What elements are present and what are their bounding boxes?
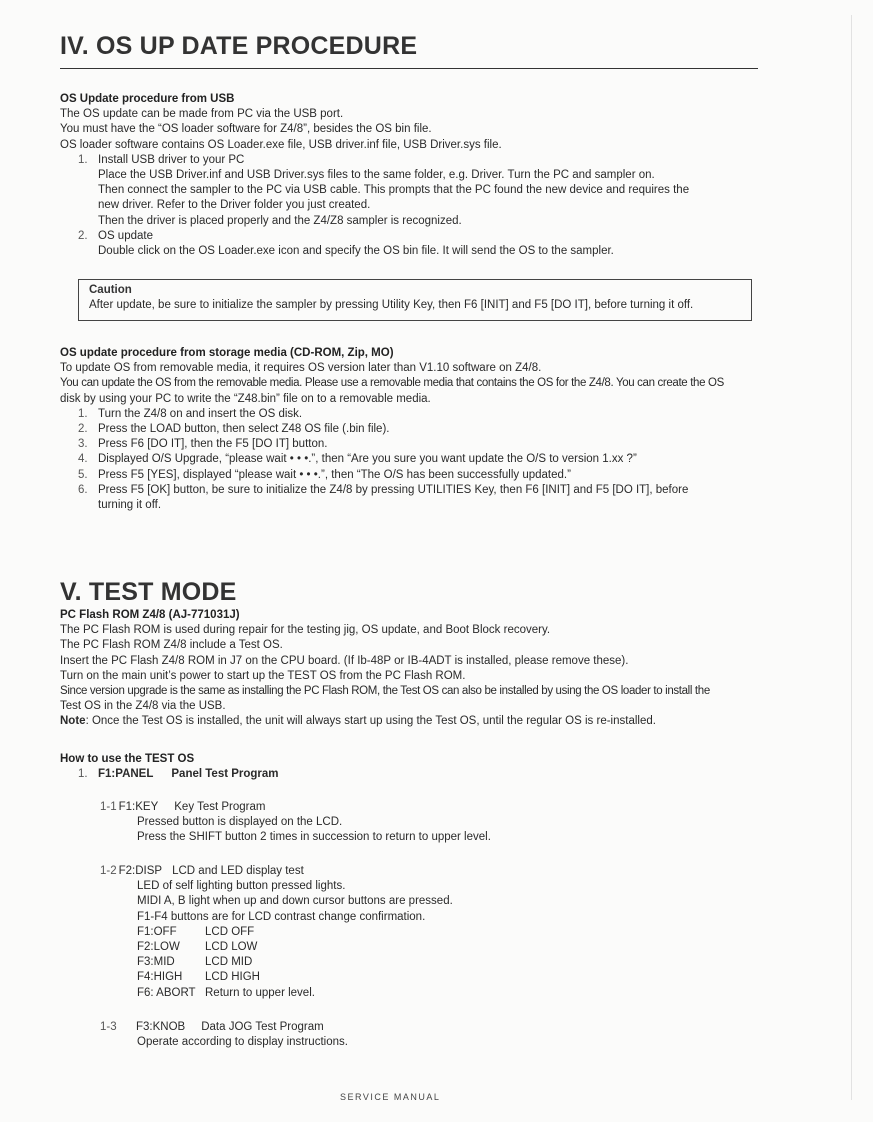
step-number: 4. [78, 453, 88, 466]
function-desc: Return to upper level. [205, 986, 315, 999]
flash-line: The PC Flash ROM is used during repair for the testing jig, OS update, and Boot Block recovery. [60, 624, 551, 637]
step-title: OS update [98, 229, 153, 242]
storage-step [60, 452, 765, 467]
step-number: 2. [78, 229, 88, 242]
storage-step [60, 407, 765, 422]
usb-step-1-line: new driver. Refer to the Driver folder you just created. [98, 199, 371, 212]
howto-section [60, 752, 765, 782]
flash-line: The PC Flash ROM Z4/8 include a Test OS. [60, 639, 283, 652]
section-5-title: V. TEST MODE [60, 578, 237, 606]
storage-step [60, 437, 765, 452]
usb-intro-line: You must have the “OS loader software for Z4/8”, besides the OS bin file. [60, 123, 432, 136]
subtest-1-1 [60, 800, 765, 846]
step-number: 5. [78, 468, 88, 481]
footer-label: SERVICE MANUAL [340, 1092, 441, 1102]
flash-note [60, 714, 765, 729]
flash-line: Test OS in the Z4/8 via the USB. [60, 700, 226, 713]
step-number: 1. [78, 768, 88, 781]
function-key: F4:HIGH [137, 971, 183, 984]
function-desc: LCD OFF [205, 925, 255, 938]
usb-intro-line: The OS update can be made from PC via the USB port. [60, 108, 344, 121]
subtest-key: F2:DISP [118, 865, 163, 877]
flash-heading: PC Flash ROM Z4/8 (AJ-771031J) [60, 609, 240, 621]
usb-intro-line: OS loader software contains OS Loader.exe file, USB driver.inf file, USB Driver.sys file. [60, 138, 502, 151]
storage-step [60, 483, 765, 498]
subtest-title: LCD and LED display test [172, 865, 304, 877]
subtest-line: F1-F4 buttons are for LCD contrast change confirmation. [137, 910, 426, 923]
usb-step-1-line: Then the driver is placed properly and the Z4/Z8 sampler is recognized. [98, 214, 462, 227]
step-text: Press F5 [YES], displayed “please wait • • •.”, then “The O/S has been successfully updated.” [98, 468, 571, 481]
step-text: Press F6 [DO IT], then the F5 [DO IT] button. [98, 438, 328, 451]
lcd-table-row [60, 925, 765, 940]
lcd-table-row [60, 940, 765, 955]
function-key: F1:OFF [137, 925, 177, 938]
subtest-line: MIDI A, B light when up and down cursor buttons are pressed. [137, 895, 453, 908]
usb-step-1-line: Then connect the sampler to the PC via USB cable. This prompts that the PC found the new device and requires the [98, 184, 690, 197]
subtest-header [60, 864, 765, 879]
caution-box [78, 279, 752, 321]
subtest-number: 1-3 [100, 1021, 117, 1033]
subtest-number: 1-1 [100, 801, 117, 813]
storage-step [60, 468, 765, 483]
note-label: Note [60, 715, 86, 728]
lcd-table-row [60, 955, 765, 970]
step-number: 1. [78, 153, 88, 166]
flash-line: Insert the PC Flash Z4/8 ROM in J7 on the CPU board. (If Ib-48P or IB-4ADT is installed, please remove these). [60, 654, 629, 667]
step-number: 1. [78, 407, 88, 420]
howto-item-1 [60, 767, 765, 782]
caution-text: After update, be sure to initialize the sampler by pressing Utility Key, then F6 [INIT] and F5 [DO IT], before turning it off. [89, 299, 694, 312]
subtest-number: 1-2 [100, 865, 117, 877]
step-text: Press F5 [OK] button, be sure to initialize the Z4/8 by pressing UTILITIES Key, then F6 [INIT] and F5 [DO IT], before [98, 483, 689, 496]
usb-heading: OS Update procedure from USB [60, 93, 235, 105]
storage-step-6-cont: turning it off. [98, 499, 162, 512]
subtest-title: Data JOG Test Program [201, 1021, 324, 1033]
storage-intro-line: To update OS from removable media, it requires OS version later than V1.10 software on Z4/8. [60, 362, 542, 375]
section-4-rule [60, 68, 758, 69]
subtest-key: F1:KEY [118, 801, 159, 813]
function-key: F3:MID [137, 956, 175, 969]
scan-margin-line [851, 15, 852, 1100]
step-text: Displayed O/S Upgrade, “please wait • • •.”, then “Are you sure you want update the O/S to version 1.xx ?” [98, 453, 637, 466]
usb-step-2-line: Double click on the OS Loader.exe icon and specify the OS bin file. It will send the OS to the sampler. [98, 245, 614, 258]
storage-heading: OS update procedure from storage media (CD-ROM, Zip, MO) [60, 347, 394, 359]
subtest-line: Operate according to display instructions. [137, 1036, 348, 1049]
section-4-title: IV. OS UP DATE PROCEDURE [60, 32, 418, 60]
function-desc: LCD HIGH [205, 971, 260, 984]
howto-heading: How to use the TEST OS [60, 753, 195, 765]
subtest-1-3 [60, 1020, 765, 1050]
storage-step [60, 422, 765, 437]
item-title: Panel Test Program [171, 768, 279, 781]
step-text: Press the LOAD button, then select Z48 OS file (.bin file). [98, 423, 390, 436]
usb-procedure [60, 92, 765, 259]
step-text: Turn the Z4/8 on and insert the OS disk. [98, 407, 303, 420]
subtest-title: Key Test Program [174, 801, 266, 813]
subtest-header [60, 800, 765, 815]
lcd-table-row [60, 986, 765, 1001]
storage-procedure [60, 346, 765, 513]
flash-line: Turn on the main unit’s power to start up the TEST OS from the PC Flash ROM. [60, 669, 466, 682]
subtest-key: F3:KNOB [136, 1021, 186, 1033]
storage-intro-line: disk by using your PC to write the “Z48.bin” file on to a removable media. [60, 392, 431, 405]
subtest-line: Press the SHIFT button 2 times in succession to return to upper level. [137, 831, 491, 844]
function-desc: LCD LOW [205, 941, 258, 954]
function-desc: LCD MID [205, 956, 253, 969]
flash-line: Since version upgrade is the same as installing the PC Flash ROM, the Test OS can also be installed by using the OS loader to install the [60, 685, 710, 698]
storage-intro-line: You can update the OS from the removable media. Please use a removable media that contains the OS for the Z4/8. You can create the OS [60, 377, 724, 390]
step-title: Install USB driver to your PC [98, 153, 245, 166]
caution-title: Caution [89, 284, 132, 296]
item-key: F1:PANEL [98, 768, 154, 781]
function-key: F2:LOW [137, 941, 180, 954]
usb-step-2 [60, 229, 765, 244]
subtest-1-2 [60, 864, 765, 1001]
usb-step-1-line: Place the USB Driver.inf and USB Driver.sys files to the same folder, e.g. Driver. Turn the PC and sampler on. [98, 169, 655, 182]
step-number: 3. [78, 438, 88, 451]
usb-step-1 [60, 153, 765, 168]
step-number: 2. [78, 423, 88, 436]
lcd-table-row [60, 970, 765, 985]
note-text: : Once the Test OS is installed, the unit will always start up using the Test OS, until the regular OS is re-installed. [85, 715, 656, 728]
subtest-line: Pressed button is displayed on the LCD. [137, 816, 343, 829]
subtest-line: LED of self lighting button pressed lights. [137, 880, 346, 893]
step-number: 6. [78, 483, 88, 496]
flash-rom-section [60, 608, 765, 730]
subtest-header [60, 1020, 765, 1035]
function-key: F6: ABORT [137, 986, 196, 999]
